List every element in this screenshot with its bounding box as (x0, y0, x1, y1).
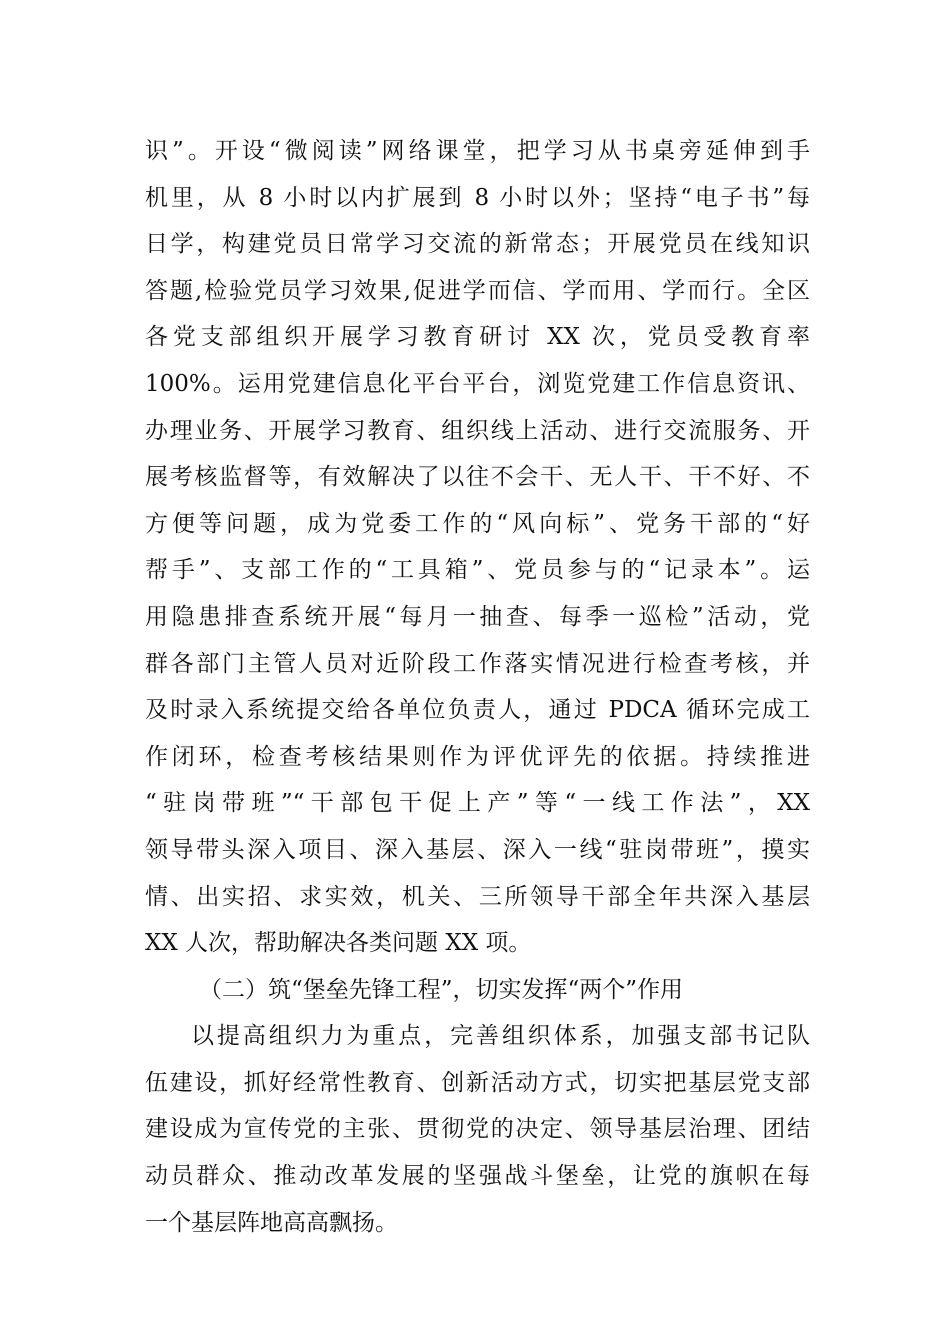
text-line: 办理业务、开展学习教育、组织线上活动、进行交流服务、开 (145, 417, 810, 444)
text-line: 情、出实招、求实效，机关、三所领导干部全年共深入基层 (145, 883, 810, 910)
text-line: 伍建设，抓好经常性教育、创新活动方式，切实把基层党支部 (145, 1069, 810, 1096)
text-line: 建设成为宣传党的主张、贯彻党的决定、领导基层治理、团结 (145, 1116, 810, 1143)
text-line: 帮手”、支部工作的“工具箱”、党员参与的“记录本”。运 (145, 557, 810, 584)
text-line: XX 人次，帮助解决各类问题 XX 项。 (145, 930, 532, 957)
text-line: 用隐患排查系统开展“每月一抽查、每季一巡检”活动，党 (145, 603, 810, 630)
text-line: 机里，从 8 小时以内扩展到 8 小时以外；坚持“电子书”每 (145, 184, 810, 211)
text-line: 日学，构建党员日常学习交流的新常态；开展党员在线知识 (145, 231, 810, 258)
text-line: 一个基层阵地高高飘扬。 (145, 1209, 398, 1236)
text-line: 答题,检验党员学习效果,促进学而信、学而用、学而行。全区 (145, 277, 810, 304)
text-line: 及时录入系统提交给各单位负责人，通过 PDCA 循环完成工 (145, 697, 810, 724)
paragraph-1 (145, 128, 810, 967)
text-line: 各党支部组织开展学习教育研讨 XX 次，党员受教育率 (145, 324, 810, 351)
text-line: 识”。开设“微阅读”网络课堂，把学习从书桌旁延伸到手 (145, 138, 810, 164)
text-line: 动员群众、推动改革发展的坚强战斗堡垒，让党的旗帜在每 (145, 1163, 810, 1190)
text-line: 展考核监督等，有效解决了以往不会干、无人干、干不好、不 (145, 464, 810, 491)
document-body (145, 128, 810, 1246)
text-line: 以提高组织力为重点，完善组织体系，加强支部书记队 (191, 1023, 810, 1050)
text-line: 领导带头深入项目、深入基层、深入一线“驻岗带班”，摸实 (145, 836, 810, 863)
text-line: “驻岗带班”“干部包干促上产”等“一线工作法”，XX (145, 790, 810, 817)
text-line: 作闭环，检查考核结果则作为评优评先的依据。持续推进 (145, 743, 810, 770)
text-line: 方便等问题，成为党委工作的“风向标”、党务干部的“好 (145, 510, 810, 537)
text-line: 群各部门主管人员对近阶段工作落实情况进行检查考核，并 (145, 650, 810, 677)
section-heading: （二）筑“堡垒先锋工程”，切实发挥“两个”作用 (199, 976, 684, 1003)
paragraph-2 (145, 1013, 810, 1246)
text-line: 100%。运用党建信息化平台平台，浏览党建工作信息资讯、 (145, 370, 810, 397)
